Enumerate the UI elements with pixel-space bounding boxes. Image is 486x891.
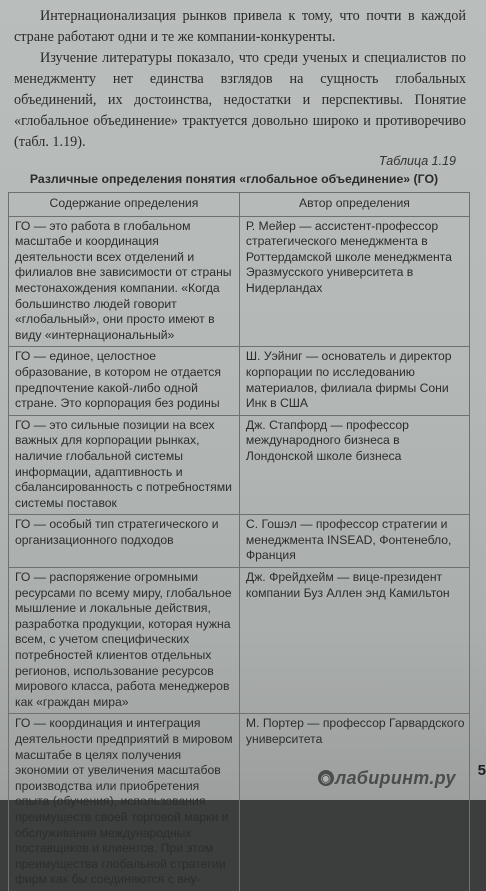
watermark-text: лабиринт.ру [335,768,456,788]
table-title: Различные определения понятия «глобальное объединение» (ГО) [29,172,439,186]
paragraph-2-text: Изучение литературы показало, что среди ученых и специалистов по менеджменту нет единства взглядов на сущность глобальных объединений, их достоинства, недостатки и перспективы. Понятие «глобальное объединение» трактуется довольно широко и противоречиво (табл. 1.19). [14,50,466,150]
paragraph-1-text: Интернационализация рынков привела к тому, что почти в каждой стране работают одни и те же компании-конкуренты. [14,8,466,45]
page-number: 5 [477,762,486,779]
author-cell: Р. Мейер — ассистент-профессор стратегического менеджмента в Роттердамской школе менеджмента Эразмусского университета в Нидерландах [239,216,469,347]
watermark [318,768,456,789]
definition-cell: ГО — это работа в глобальном масштабе и координация деятельности всех отделений и филиалов вне зависимости от страны местонахождения компании. «Когда большинство людей говорит «глобальный», они просто имеют в виду «интернациональный» [9,216,240,347]
paragraph-2 [14,48,466,153]
table-header-row [9,193,470,217]
author-cell: Ш. Уэйниг — основатель и директор корпорации по исследованию материалов, филиала фирмы Сони Инк в США [239,347,469,415]
definition-cell: ГО — координация и интеграция деятельности предприятий в мировом масштабе в целях получения экономии от увеличения масштабов производства или приобретения опыта (обучения), использования преимуществ своей торговой марки и обслуживания международных поставщиков и клиентов. При этом преимущества глобальной стратегии фирм как бы соединяются с вну- [9,714,240,891]
paragraph-1 [14,6,466,48]
column-header-definition: Содержание определения [9,193,240,217]
table-row [9,216,470,347]
column-header-author: Автор определения [239,193,469,217]
table-row [9,568,470,714]
table-row [9,515,470,568]
definition-cell: ГО — особый тип стратегического и организационного подходов [9,515,240,568]
table-caption: Таблица 1.19 [378,154,456,168]
labirint-logo-icon: ◉ [318,770,334,786]
author-cell: М. Портер — профессор Гарвардского университета [239,714,469,891]
table-row [9,415,470,515]
definition-cell: ГО — распоряжение огромными ресурсами по всему миру, глобальное мышление и локальные действия, разработка продукции, которая нужна всем, с учетом специфических потребностей клиентов отдельных регионов, использование ресурсов мирового класса, работа менеджеров как «граждан мира» [9,568,240,714]
definition-cell: ГО — это сильные позиции на всех важных для корпорации рынках, наличие глобальной системы информации, адаптивность и сбалансированность с потребностями системы поставок [9,415,240,515]
table-row [9,347,470,415]
definition-cell: ГО — единое, целостное образование, в котором не отдается предпочтение какой-либо одной стране. Это корпорация без родины [9,347,240,415]
table-row [9,714,470,891]
author-cell: Дж. Стапфорд — профессор международного бизнеса в Лондонской школе бизнеса [239,415,469,515]
author-cell: Дж. Фрейдхейм — вице-президент компании Буз Аллен энд Камильтон [239,568,469,714]
author-cell: С. Гошэл — профессор стратегии и менеджмента INSEAD, Фонтенебло, Франция [239,515,469,568]
